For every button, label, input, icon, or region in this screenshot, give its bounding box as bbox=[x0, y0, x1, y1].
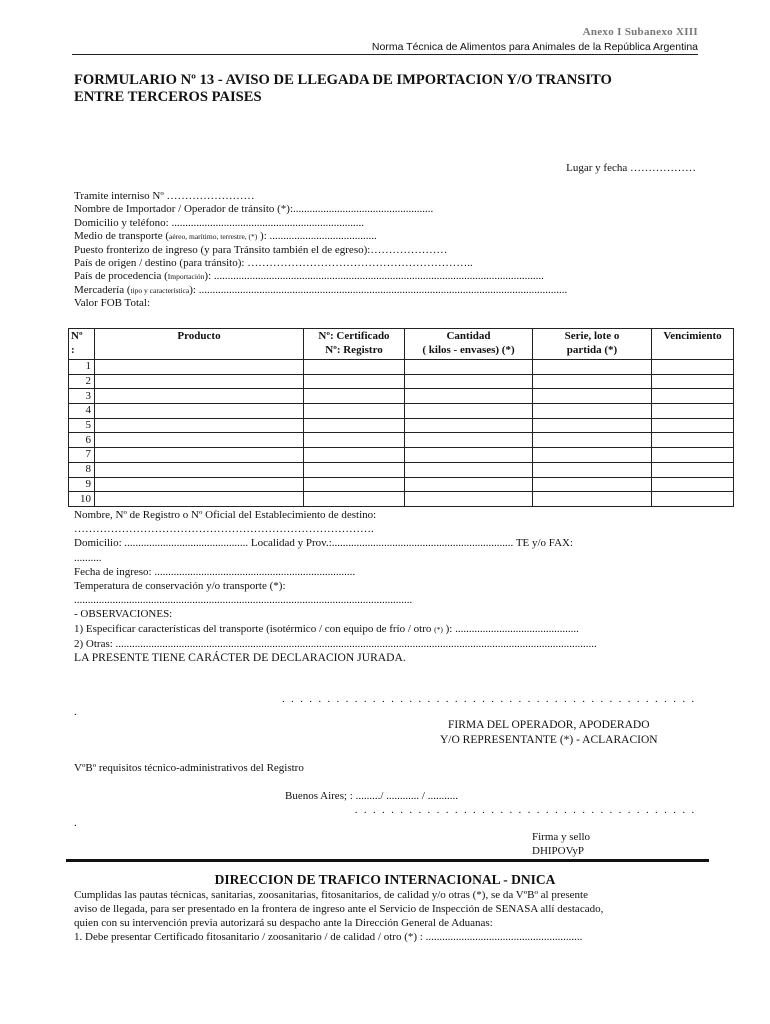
field-puesto[interactable]: Puesto fronterizo de ingreso (y para Tránsito también el de egreso):………………… bbox=[74, 243, 448, 256]
field-domicilio[interactable]: Domicilio y teléfono: ...................................................................... bbox=[74, 216, 364, 229]
cell-cantidad[interactable] bbox=[405, 462, 533, 477]
cell-serie[interactable] bbox=[533, 418, 652, 433]
field-mercaderia-label: Mercadería ( bbox=[74, 283, 131, 296]
cell-serie[interactable] bbox=[533, 462, 652, 477]
cell-producto[interactable] bbox=[95, 448, 304, 463]
cell-serie[interactable] bbox=[533, 433, 652, 448]
cell-vencimiento[interactable] bbox=[652, 492, 734, 507]
cell-certificado[interactable] bbox=[304, 418, 405, 433]
cell-cantidad[interactable] bbox=[405, 404, 533, 419]
cell-certificado[interactable] bbox=[304, 492, 405, 507]
cell-vencimiento[interactable] bbox=[652, 389, 734, 404]
operator-signature-line[interactable]: . . . . . . . . . . . . . . . . . . . . . . . . . . . . . . . . . . . . . . . . . . . . . . bbox=[281, 693, 696, 705]
temperature-label: Temperatura de conservación y/o transporte (*): bbox=[74, 580, 286, 593]
observations-heading: - OBSERVACIONES: bbox=[74, 608, 173, 621]
entry-date-field[interactable]: Fecha de ingreso: ......................................................................... bbox=[74, 565, 356, 578]
cell-certificado[interactable] bbox=[304, 433, 405, 448]
field-transporte-dots: ): ....................................... bbox=[257, 230, 377, 243]
cell-cantidad[interactable] bbox=[405, 448, 533, 463]
field-mercaderia-dots: ): ...................................................................................................................................... bbox=[189, 283, 568, 296]
cell-cantidad[interactable] bbox=[405, 374, 533, 389]
section-divider bbox=[66, 859, 709, 862]
norm-title: Norma Técnica de Alimentos para Animales de la República Argentina bbox=[371, 41, 698, 53]
cell-serie[interactable] bbox=[533, 389, 652, 404]
row-number: 5 bbox=[69, 418, 95, 433]
table-row bbox=[69, 462, 734, 477]
cell-vencimiento[interactable] bbox=[652, 462, 734, 477]
buenos-aires-date-field[interactable]: Buenos Aires; : ........./ ............ / ........... bbox=[285, 790, 458, 802]
field-origen[interactable]: País de origen / destino (para tránsito): …………………………………………………….. bbox=[74, 257, 473, 270]
cell-certificado[interactable] bbox=[304, 477, 405, 492]
sworn-declaration: LA PRESENTE TIENE CARÁCTER DE DECLARACION JURADA. bbox=[74, 651, 406, 665]
form-fields bbox=[74, 190, 567, 311]
row-number: 3 bbox=[69, 389, 95, 404]
cell-certificado[interactable] bbox=[304, 360, 405, 375]
table-row bbox=[69, 448, 734, 463]
cell-serie[interactable] bbox=[533, 374, 652, 389]
field-importador[interactable]: Nombre de Importador / Operador de tránsito (*):................................................... bbox=[74, 203, 434, 216]
col-header-producto: Producto bbox=[95, 329, 304, 360]
cell-producto[interactable] bbox=[95, 404, 304, 419]
dest-address-field[interactable]: Domicilio: ............................................. Localidad y Prov.:.................................................................. TE y/o FAX: bbox=[74, 537, 574, 550]
row-number: 9 bbox=[69, 477, 95, 492]
signature-dot: . bbox=[74, 817, 77, 829]
cell-vencimiento[interactable] bbox=[652, 404, 734, 419]
observation-transport-field[interactable]: 1) Especificar características del transporte (isotérmico / con equipo de frío / otro (*) ): ............................................. bbox=[74, 622, 579, 635]
field-transporte-hint: aéreo, marítimo, terrestre, (*) bbox=[169, 232, 258, 242]
cell-certificado[interactable] bbox=[304, 374, 405, 389]
row-number: 4 bbox=[69, 404, 95, 419]
field-procedencia-hint: Importación bbox=[167, 272, 205, 282]
dest-name-field[interactable]: ………………………………………………………………………. bbox=[74, 523, 374, 536]
cell-producto[interactable] bbox=[95, 418, 304, 433]
product-table bbox=[68, 328, 734, 507]
signature-dot: . bbox=[74, 706, 77, 718]
table-row bbox=[69, 404, 734, 419]
cell-cantidad[interactable] bbox=[405, 389, 533, 404]
field-procedencia-dots: ): ........................................................................................................................ bbox=[204, 270, 544, 283]
row-number: 2 bbox=[69, 374, 95, 389]
field-mercaderia-hint: tipo y característica bbox=[130, 285, 190, 295]
cell-certificado[interactable] bbox=[304, 389, 405, 404]
table-row bbox=[69, 360, 734, 375]
field-transporte[interactable] bbox=[74, 230, 567, 243]
cell-vencimiento[interactable] bbox=[652, 448, 734, 463]
observation-other-field[interactable]: 2) Otras: ............................................................................................................................................................................... bbox=[74, 637, 597, 650]
certificate-requirement-field[interactable]: 1. Debe presentar Certificado fitosanitario / zoosanitario / de calidad / otro (*) : ......................................................... bbox=[74, 931, 583, 943]
form-title bbox=[74, 72, 612, 106]
cell-vencimiento[interactable] bbox=[652, 374, 734, 389]
cell-vencimiento[interactable] bbox=[652, 418, 734, 433]
registry-approval-label: VºBº requisitos técnico-administrativos del Registro bbox=[74, 762, 304, 774]
cell-producto[interactable] bbox=[95, 477, 304, 492]
cell-certificado[interactable] bbox=[304, 448, 405, 463]
cell-producto[interactable] bbox=[95, 389, 304, 404]
cell-cantidad[interactable] bbox=[405, 360, 533, 375]
dest-name-label: Nombre, Nº de Registro o Nº Oficial del Establecimiento de destino: bbox=[74, 509, 377, 521]
col-header-vencimiento: Vencimiento bbox=[652, 329, 734, 360]
place-date-field[interactable]: Lugar y fecha ……………… bbox=[566, 162, 696, 174]
field-valor-fob[interactable]: Valor FOB Total: bbox=[74, 297, 151, 310]
dest-phone-field[interactable]: .......... bbox=[74, 551, 102, 564]
temperature-field[interactable]: ........................................................................................................................... bbox=[74, 594, 413, 607]
annex-label: Anexo I Subanexo XIII bbox=[582, 26, 698, 38]
cell-producto[interactable] bbox=[95, 433, 304, 448]
cell-cantidad[interactable] bbox=[405, 418, 533, 433]
table-row bbox=[69, 418, 734, 433]
col-header-num: Nº : bbox=[69, 329, 95, 360]
field-tramite[interactable]: Tramite interniso Nº …………………… bbox=[74, 190, 255, 202]
row-number: 7 bbox=[69, 448, 95, 463]
form-title-line2: ENTRE TERCEROS PAISES bbox=[74, 89, 262, 105]
cell-cantidad[interactable] bbox=[405, 433, 533, 448]
col-header-cantidad: Cantidad ( kilos - envases) (*) bbox=[405, 329, 533, 360]
dnica-title: DIRECCION DE TRAFICO INTERNACIONAL - DNICA bbox=[214, 872, 556, 887]
table-row bbox=[69, 492, 734, 507]
cell-producto[interactable] bbox=[95, 462, 304, 477]
registry-signature-caption: Firma y sello DHIPOVyP bbox=[532, 831, 591, 857]
row-number: 8 bbox=[69, 462, 95, 477]
cell-serie[interactable] bbox=[533, 360, 652, 375]
form-title-line1: FORMULARIO Nº 13 - AVISO DE LLEGADA DE IMPORTACION Y/O TRANSITO bbox=[74, 72, 612, 88]
registry-signature-line[interactable]: . . . . . . . . . . . . . . . . . . . . . . . . . . . . . . . . . . . . . . bbox=[354, 804, 696, 816]
cell-producto[interactable] bbox=[95, 374, 304, 389]
col-header-serie: Serie, lote o partida (*) bbox=[533, 329, 652, 360]
cell-certificado[interactable] bbox=[304, 404, 405, 419]
table-row bbox=[69, 477, 734, 492]
cell-vencimiento[interactable] bbox=[652, 360, 734, 375]
col-header-certificado: Nº: Certificado Nº: Registro bbox=[304, 329, 405, 360]
cell-cantidad[interactable] bbox=[405, 477, 533, 492]
table-row bbox=[69, 374, 734, 389]
row-number: 6 bbox=[69, 433, 95, 448]
field-transporte-label: Medio de transporte ( bbox=[74, 230, 169, 243]
table-row bbox=[69, 389, 734, 404]
cell-serie[interactable] bbox=[533, 492, 652, 507]
destination-section bbox=[74, 508, 597, 665]
cell-vencimiento[interactable] bbox=[652, 477, 734, 492]
row-number: 1 bbox=[69, 360, 95, 375]
cell-cantidad[interactable] bbox=[405, 492, 533, 507]
cell-producto[interactable] bbox=[95, 360, 304, 375]
field-procedencia[interactable] bbox=[74, 270, 567, 283]
table-header-row bbox=[69, 329, 734, 360]
field-mercaderia[interactable] bbox=[74, 284, 567, 297]
table-row bbox=[69, 433, 734, 448]
field-procedencia-label: País de procedencia ( bbox=[74, 270, 168, 283]
cell-producto[interactable] bbox=[95, 492, 304, 507]
cell-serie[interactable] bbox=[533, 448, 652, 463]
cell-serie[interactable] bbox=[533, 477, 652, 492]
cell-serie[interactable] bbox=[533, 404, 652, 419]
row-number: 10 bbox=[69, 492, 95, 507]
cell-certificado[interactable] bbox=[304, 462, 405, 477]
cell-vencimiento[interactable] bbox=[652, 433, 734, 448]
operator-signature-caption: FIRMA DEL OPERADOR, APODERADO Y/O REPRESENTANTE (*) - ACLARACION bbox=[440, 719, 658, 746]
dnica-text: Cumplidas las pautas técnicas, sanitarias, zoosanitarias, fitosanitarios, de calidad y/o otras (*), se da VºBº al presente aviso de llegada, para ser presentado en la frontera de ingreso ante el Servicio de Inspección de SENASA allí destacado, quien con su intervención previa autorizará su despacho ante la Dirección General de Aduanas: 1. Debe presentar Certificado fitosanitario / zoosanitario / de calidad / otro (*) : ......................................................... bbox=[74, 889, 604, 943]
header-divider bbox=[72, 54, 698, 55]
